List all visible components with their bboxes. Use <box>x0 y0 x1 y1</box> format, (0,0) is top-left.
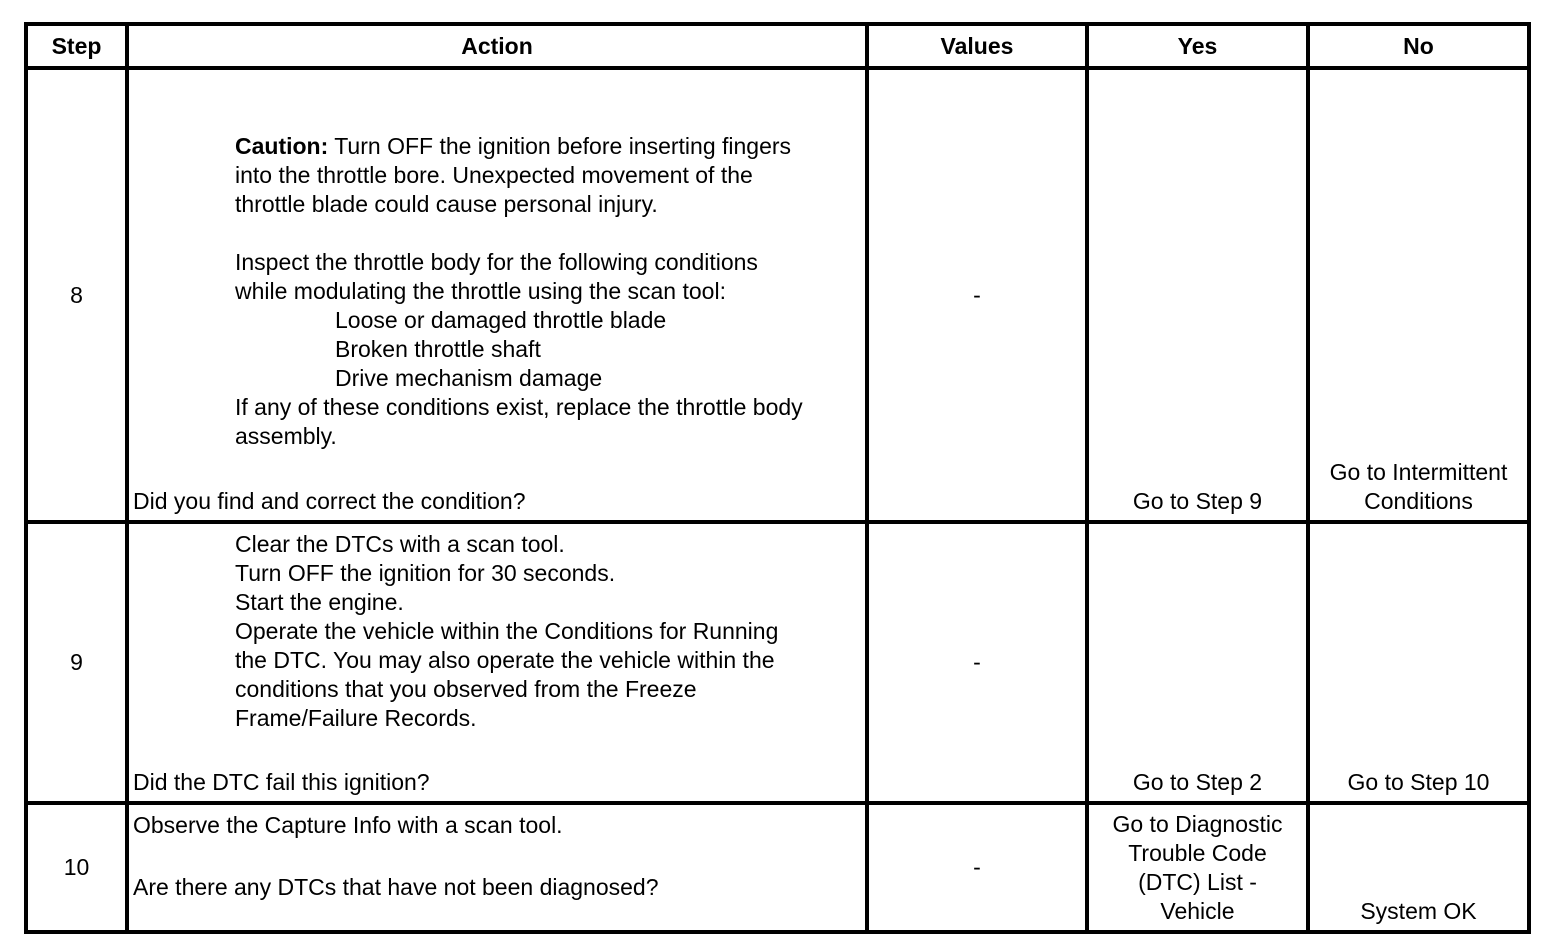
action-line: the DTC. You may also operate the vehicle within the <box>235 647 775 673</box>
action-line: Start the engine. <box>235 589 404 615</box>
diagnostic-table <box>24 22 1531 934</box>
action-line: Operate the vehicle within the Conditions for Running <box>235 618 779 644</box>
condition-item: Loose or damaged throttle blade <box>335 307 667 333</box>
condition-item: Broken throttle shaft <box>335 336 541 362</box>
yes-line: Go to Diagnostic <box>1112 811 1283 837</box>
no-line-2: Conditions <box>1364 488 1473 514</box>
step-number: 9 <box>26 522 127 803</box>
values-cell: - <box>867 522 1087 803</box>
action-line: Clear the DTCs with a scan tool. <box>235 531 565 557</box>
yes-line: Trouble Code <box>1128 840 1267 866</box>
caution-label: Caution: <box>235 133 329 159</box>
table-row-step-9 <box>26 522 1529 803</box>
caution-line-3: throttle blade could cause personal injury. <box>235 191 658 217</box>
action-line: conditions that you observed from the Freeze <box>235 676 697 702</box>
yes-cell <box>1087 803 1308 932</box>
inspect-line-1: Inspect the throttle body for the following conditions <box>235 249 758 275</box>
values-cell: - <box>867 803 1087 932</box>
action-line: Frame/Failure Records. <box>235 705 477 731</box>
question-text: Did you find and correct the condition? <box>133 488 526 514</box>
yes-line: (DTC) List - <box>1138 869 1257 895</box>
yes-cell: Go to Step 9 <box>1087 68 1308 522</box>
header-yes: Yes <box>1087 24 1308 68</box>
header-row <box>26 24 1529 68</box>
yes-line: Vehicle <box>1160 898 1235 924</box>
replace-line-1: If any of these conditions exist, replace the throttle body <box>235 394 803 420</box>
question-text: Are there any DTCs that have not been diagnosed? <box>133 874 659 900</box>
header-step: Step <box>26 24 127 68</box>
no-line-1: Go to Intermittent <box>1329 459 1508 485</box>
table-row-step-8 <box>26 68 1529 522</box>
table-row-step-10 <box>26 803 1529 932</box>
step-number: 10 <box>26 803 127 932</box>
no-cell <box>1308 68 1529 522</box>
header-values: Values <box>867 24 1087 68</box>
header-action: Action <box>127 24 867 68</box>
action-line: Observe the Capture Info with a scan tool. <box>133 812 563 838</box>
values-cell: - <box>867 68 1087 522</box>
action-cell <box>127 803 867 932</box>
no-cell: System OK <box>1308 803 1529 932</box>
action-line: Turn OFF the ignition for 30 seconds. <box>235 560 616 586</box>
inspect-line-2: while modulating the throttle using the scan tool: <box>235 278 726 304</box>
caution-line-2: into the throttle bore. Unexpected movement of the <box>235 162 753 188</box>
question-text: Did the DTC fail this ignition? <box>133 769 430 795</box>
yes-cell: Go to Step 2 <box>1087 522 1308 803</box>
replace-line-2: assembly. <box>235 423 337 449</box>
action-cell <box>127 68 867 522</box>
header-no: No <box>1308 24 1529 68</box>
no-cell: Go to Step 10 <box>1308 522 1529 803</box>
action-cell <box>127 522 867 803</box>
condition-item: Drive mechanism damage <box>335 365 603 391</box>
step-number: 8 <box>26 68 127 522</box>
caution-line-1: Caution: Turn OFF the ignition before inserting fingers <box>235 133 792 159</box>
diagnostic-table-container <box>24 22 1527 930</box>
